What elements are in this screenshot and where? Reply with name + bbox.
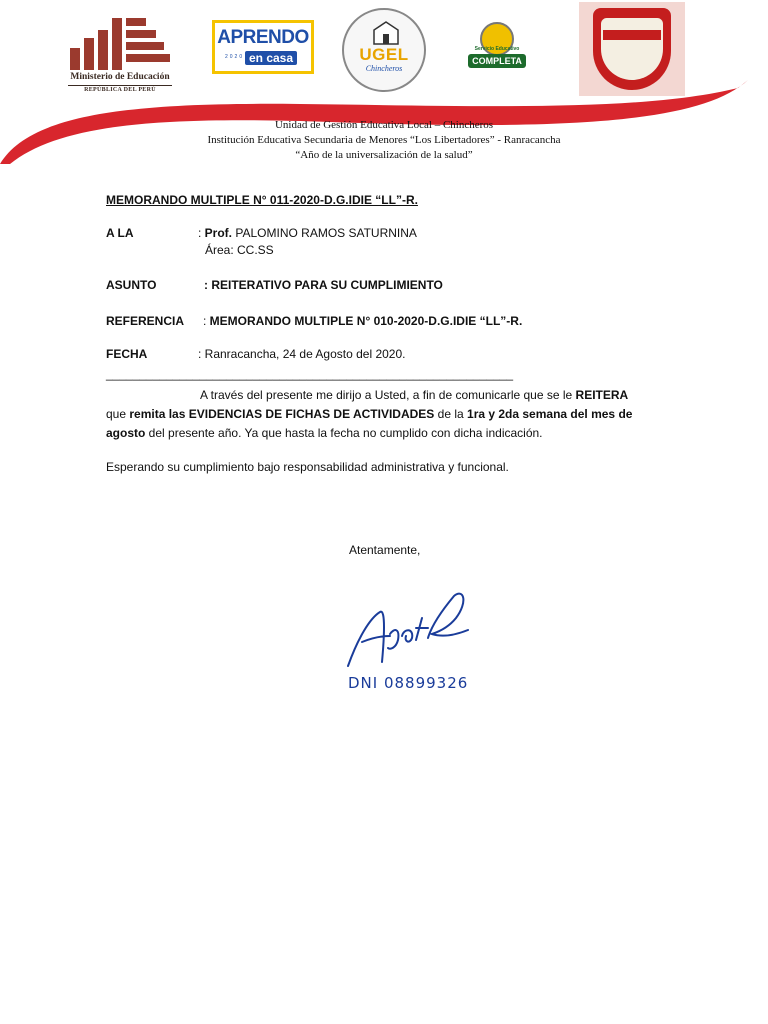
- memo-title: MEMORANDO MULTIPLE N° 011-2020-D.G.IDIE “LL”-R.: [106, 193, 418, 207]
- body-p1-e: de la: [434, 407, 468, 421]
- date-value: : Ranracancha, 24 de Agosto del 2020.: [198, 347, 406, 361]
- body-p1-a: A través del presente me dirijo a Usted, a fin de comunicarle que se le: [200, 388, 576, 402]
- header-ugel-line: Unidad de Gestión Educativa Local – Chincheros: [274, 119, 494, 131]
- body-paragraph-2: Esperando su cumplimiento bajo responsabilidad administrativa y funcional.: [106, 460, 509, 474]
- header-year-motto: “Año de la universalización de la salud”: [295, 149, 473, 161]
- area-value: Área: CC.SS: [205, 243, 274, 257]
- date-label: FECHA: [106, 347, 148, 361]
- to-prefix: Prof.: [204, 226, 233, 240]
- body-p1-evidencias: remita las EVIDENCIAS DE FICHAS DE ACTIVIDADES: [129, 407, 435, 421]
- minedu-label: Ministerio de Educación: [70, 72, 170, 82]
- aprendo-word: APRENDO: [217, 27, 309, 48]
- closing: Atentamente,: [349, 543, 421, 557]
- body-paragraph-1: [106, 386, 666, 443]
- separator-line: _____________________________________________________________: [106, 367, 514, 381]
- ugel-building-icon: [372, 20, 400, 46]
- subject-value: : REITERATIVO PARA SU CUMPLIMIENTO: [204, 278, 443, 292]
- ugel-word: UGEL: [359, 45, 409, 64]
- to-label: A LA: [106, 226, 134, 240]
- aprendo-tag: 2020: [225, 54, 245, 60]
- reference-label: REFERENCIA: [106, 314, 185, 328]
- aprendo-en-casa: en casa: [245, 51, 297, 65]
- completa-ribbon: COMPLETA: [468, 54, 526, 68]
- body-p1-g: del presente año. Ya que hasta la fecha no cumplido con dicha indicación.: [145, 426, 543, 440]
- header-swoosh: [0, 54, 768, 164]
- reference-value: : MEMORANDO MULTIPLE N° 010-2020-D.G.IDIE “LL”-R.: [203, 314, 523, 328]
- body-p1-semanas: 1ra y 2da semana del mes de agosto: [106, 407, 633, 440]
- minedu-country: REPÚBLICA DEL PERÚ: [84, 87, 156, 93]
- body-p1-c: que: [106, 407, 130, 421]
- to-name: PALOMINO RAMOS SATURNINA: [235, 226, 417, 240]
- body-p1-reitera: REITERA: [575, 388, 629, 402]
- completa-top-label: Servicio Educativo: [474, 46, 520, 52]
- header-institution-line: Institución Educativa Secundaria de Menores “Los Libertadores” - Ranracancha: [207, 134, 561, 146]
- to-value: : Prof. PALOMINO RAMOS SATURNINA: [198, 226, 417, 240]
- crest-band: [603, 30, 661, 40]
- svg-text:DNI 08899326: DNI 08899326: [348, 674, 469, 692]
- handwritten-signature: [328, 578, 498, 700]
- reference-text: MEMORANDO MULTIPLE N° 010-2020-D.G.IDIE “LL”-R.: [209, 314, 523, 328]
- ugel-sub: Chincheros: [365, 64, 403, 73]
- subject-label: ASUNTO: [106, 278, 157, 292]
